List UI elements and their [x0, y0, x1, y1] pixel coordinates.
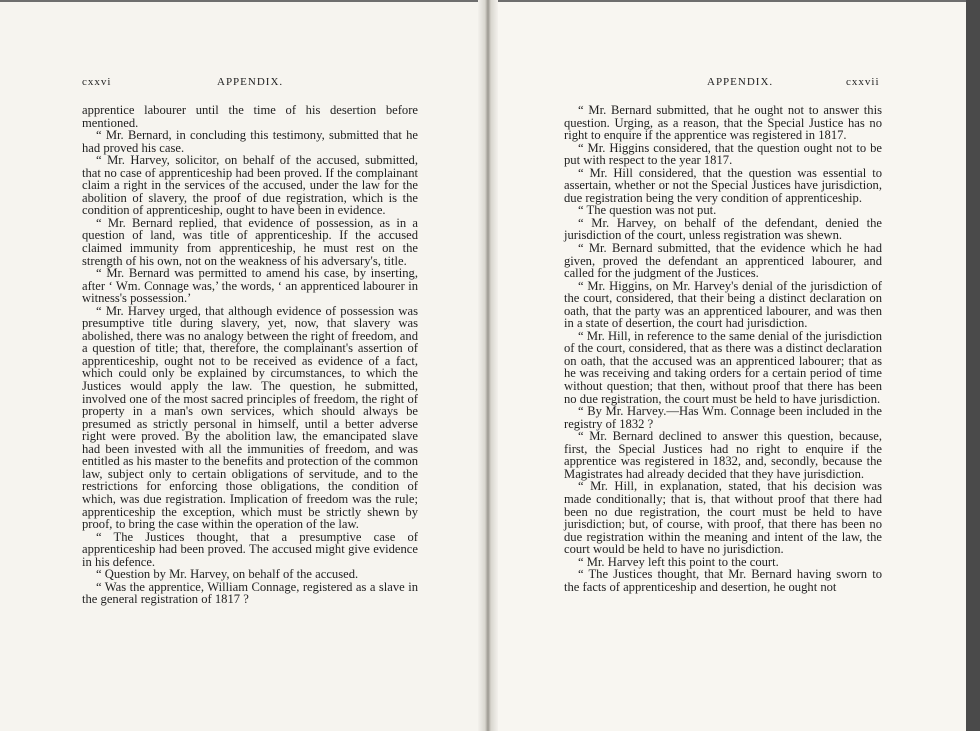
- paragraph: “ Mr. Harvey, on behalf of the defendant, denied the jurisdiction of the court, unless registration was shewn.: [564, 215, 882, 243]
- running-head-left: APPENDIX.: [217, 76, 284, 88]
- scan-edge: [966, 0, 980, 731]
- paragraph: “ Was the apprentice, William Connage, registered as a slave in the general registration of 1817 ?: [82, 579, 418, 607]
- left-page-body: [82, 104, 418, 606]
- paragraph: “ The Justices thought, that Mr. Bernard having sworn to the facts of apprenticeship and desertion, he ought not: [564, 567, 882, 594]
- paragraph: “ Mr. Bernard replied, that evidence of possession, as in a question of land, was title of apprenticeship. If the accused claimed immunity from apprenticeship, he must rest on the strength of his own, not on the weakness of his adversary's, title.: [82, 215, 418, 268]
- paragraph: “ The Justices thought, that a presumptive case of apprenticeship had been proved. The accused might give evidence in his defence.: [82, 529, 418, 569]
- paragraph: “ Mr. Bernard, in concluding this testimony, submitted that he had proved his case.: [82, 128, 418, 155]
- running-head-right: APPENDIX.: [707, 76, 774, 88]
- book-gutter: [478, 0, 498, 731]
- page-number-right: cxxvii: [846, 76, 880, 88]
- paragraph: “ Mr. Harvey left this point to the court.: [578, 554, 779, 569]
- right-page: [492, 2, 976, 731]
- paragraph: “ Mr. Hill, in explanation, stated, that his decision was made conditionally; that is, that without proof that there had been no due registration, the court must be held to have jurisdiction; but, of course, with proof, that there has been no due registration within the meaning and intent of the law, the court would be held to have no jurisdiction.: [564, 479, 882, 557]
- paragraph: “ Mr. Higgins, on Mr. Harvey's denial of the jurisdiction of the court, considered, that their being a distinct declaration on oath, that the party was an apprenticed labourer, and was then in a state of desertion, the court had jurisdiction.: [564, 278, 882, 331]
- left-page: [0, 2, 490, 731]
- paragraph: apprentice labourer until the time of his desertion before mentioned.: [82, 103, 418, 130]
- paragraph: “ Mr. Bernard declined to answer this question, because, first, the Special Justices had no right to enquire if the apprentice was registered in 1832, and, secondly, because the Magistrates had already decided that they have jurisdiction.: [564, 429, 882, 481]
- paragraph: “ Mr. Hill considered, that the question was essential to assertain, whether or not the Special Justices have jurisdiction, due registration being the very condition of apprenticeship.: [564, 165, 882, 205]
- right-page-body: [564, 104, 882, 593]
- paragraph: “ The question was not put.: [578, 203, 717, 218]
- paragraph: “ Mr. Hill, in reference to the same denial of the jurisdiction of the court, considered, that as there was a distinct declaration on oath, that the accused was an apprenticed labourer; that as he was receiving and taking orders for a certain period of time without question; that then, without proof that there has been no due registration, the court must be held to have jurisdiction.: [564, 328, 882, 406]
- paragraph: “ By Mr. Harvey.—Has Wm. Connage been included in the registry of 1832 ?: [564, 404, 882, 431]
- paragraph: “ Mr. Harvey, solicitor, on behalf of the accused, submitted, that no case of apprenticeship had been proved. If the complainant claim a right in the services of the accused, under the law for the abolition of slavery, the proof of due registration, which is the condition of apprenticeship, ought to have been in evidence.: [82, 153, 418, 218]
- paragraph: “ Question by Mr. Harvey, on behalf of the accused.: [96, 567, 359, 582]
- paragraph: “ Mr. Harvey urged, that although evidence of possession was presumptive title during slavery, yet, now, that slavery was abolished, there was no analogy between the right of freedom, and a question of title; that, therefore, the complainant's assertion of apprenticeship, ought not to be received as evidence of a fact, which could only be explained by circumstances, to which the Justices would apply the law. The question, he submitted, involved one of the most sacred principles of freedom, the right of property in a man's own services, which should always be presumed as strictly personal in himself, until a better adverse right were proved. By the abolition law, the emancipated slave had been invested with all the immunities of freedom, and was entitled as his master to the benefits and protection of the common law, subject only to certain obligations of servitude, and to the restrictions for enforcing those obligations, the condition of which, was due registration. Implication of freedom was the rule; apprenticeship the exception, which must be strictly shewn by proof, to bring the case within the operation of the law.: [82, 303, 418, 532]
- paragraph: “ Mr. Bernard submitted, that he ought not to answer this question. Urging, as a reason, that the Special Justice has no right to enquire if the apprentice was registered in 1817.: [564, 103, 882, 143]
- page-number-left: cxxvi: [82, 76, 112, 88]
- paragraph: “ Mr. Higgins considered, that the question ought not to be put with respect to the year 1817.: [564, 140, 882, 168]
- paragraph: “ Mr. Bernard submitted, that the evidence which he had given, proved the defendant an apprenticed labourer, and called for the judgment of the Justices.: [564, 241, 882, 281]
- paragraph: “ Mr. Bernard was permitted to amend his case, by inserting, after ‘ Wm. Connage was,’ the words, ‘ an apprenticed labourer in witness's possession.’: [82, 266, 418, 306]
